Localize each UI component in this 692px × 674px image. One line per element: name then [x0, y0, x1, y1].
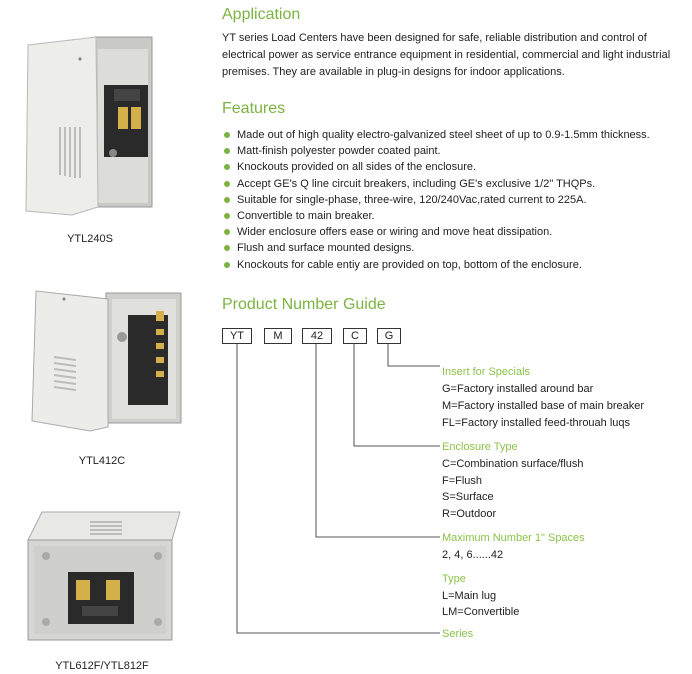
- code-box-spaces: 42: [302, 328, 332, 344]
- enclosure-line: F=Flush: [442, 475, 483, 487]
- application-text: YT series Load Centers have been designed for safe, reliable distribution and control of electrical power as service entrance equipment in residential, commercial and light industrial premises. They are available in plug-in designs for indoor applications.: [222, 32, 671, 78]
- feature-item: Knockouts for cable entiy are provided on top, bottom of the enclosure.: [222, 257, 687, 273]
- specials-line: M=Factory installed base of main breaker: [442, 400, 645, 412]
- type-title: Type: [442, 573, 466, 585]
- feature-item: Suitable for single-phase, three-wire, 120/240Vac,rated current to 225A.: [222, 192, 687, 208]
- enclosure-title: Enclosure Type: [442, 441, 518, 453]
- enclosure-line: R=Outdoor: [442, 508, 497, 520]
- series-title: Series: [442, 628, 474, 640]
- feature-item: Wider enclosure offers ease or wiring and move heat dissipation.: [222, 224, 687, 240]
- feature-item: Knockouts provided on all sides of the enclosure.: [222, 159, 687, 175]
- enclosure-line: S=Surface: [442, 491, 494, 503]
- spaces-title: Maximum Number 1" Spaces: [442, 532, 585, 544]
- feature-item: Accept GE's Q line circuit breakers, including GE's exclusive 1/2" THQPs.: [222, 176, 687, 192]
- caption-ytl612f: YTL612F/YTL812F: [55, 660, 149, 672]
- type-line: LM=Convertible: [442, 606, 520, 618]
- guide-heading: Product Number Guide: [222, 296, 386, 313]
- type-line: L=Main lug: [442, 590, 497, 602]
- spaces-line: 2, 4, 6......42: [442, 549, 504, 561]
- feature-item: Convertible to main breaker.: [222, 208, 687, 224]
- enclosure-line: C=Combination surface/flush: [442, 458, 584, 470]
- feature-item: Matt-finish polyester powder coated paint.: [222, 143, 687, 159]
- feature-item: Flush and surface mounted designs.: [222, 240, 687, 256]
- specials-title: Insert for Specials: [442, 366, 531, 378]
- code-box-enclosure: C: [343, 328, 367, 344]
- code-box-series: YT: [222, 328, 252, 344]
- code-box-specials: G: [377, 328, 401, 344]
- application-heading: Application: [222, 6, 301, 23]
- caption-ytl240s: YTL240S: [67, 233, 113, 245]
- caption-ytl412c: YTL412C: [78, 455, 126, 467]
- specials-line: FL=Factory installed feed-throuah luqs: [442, 417, 631, 429]
- features-heading: Features: [222, 100, 286, 117]
- specials-line: G=Factory installed around bar: [442, 383, 594, 395]
- feature-item: Made out of high quality electro-galvanized steel sheet of up to 0.9-1.5mm thickness.: [222, 127, 687, 143]
- code-box-type: M: [264, 328, 292, 344]
